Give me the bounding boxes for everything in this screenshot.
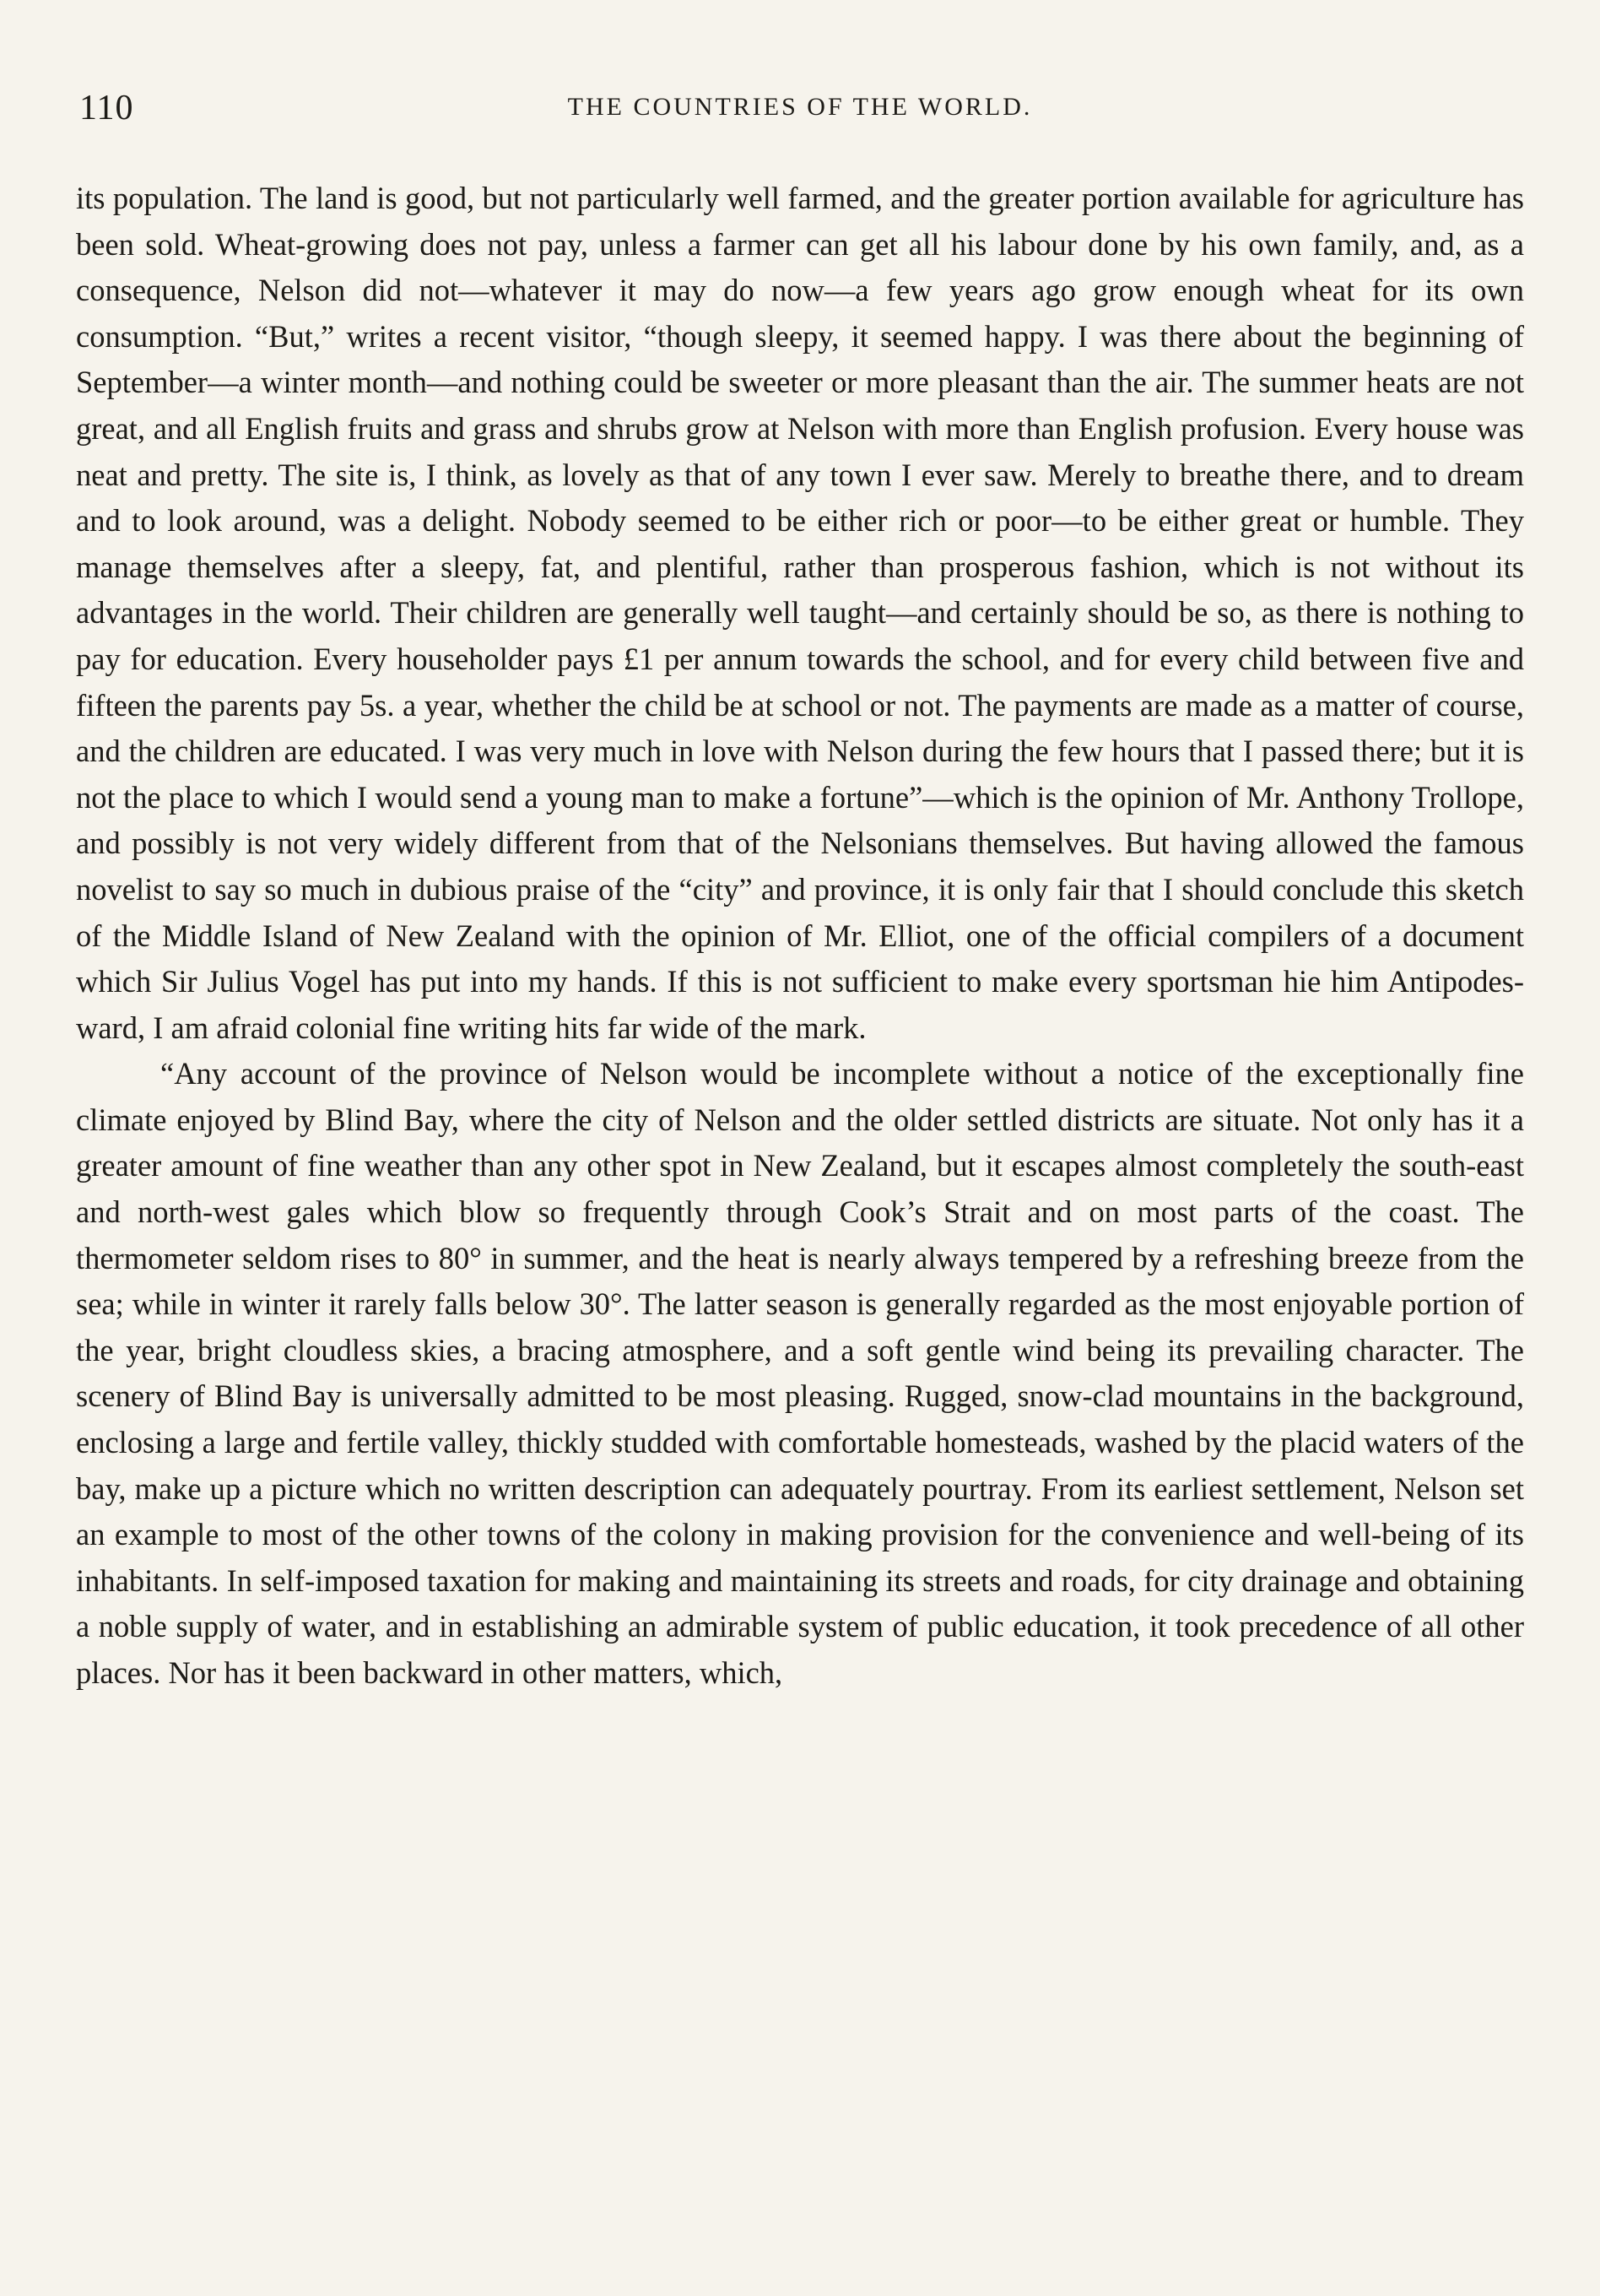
paragraph-quotation: “Any account of the province of Nelson would be incomplete without a notice of the exceptionally fine climate enjoyed by Blind Bay, where the city of Nelson and the older settled districts are situate. Not only has it a greater amount of fine weather than any other spot in New Zealand, but it escapes almost completely the south-east and north-west gales which blow so frequently through Cook’s Strait and on most parts of the coast. The thermometer seldom rises to 80° in summer, and the heat is nearly always tempered by a refreshing breeze from the sea; while in winter it rarely falls below 30°. The latter season is generally regarded as the most enjoyable portion of the year, bright cloudless skies, a bracing atmosphere, and a soft gentle wind being its prevailing character. The scenery of Blind Bay is universally admitted to be most pleasing. Rugged, snow-clad mountains in the background, enclosing a large and fertile valley, thickly studded with comfortable homesteads, washed by the placid waters of the bay, make up a picture which no written description can adequately pourtray. From its earliest settlement, Nelson set an example to most of the other towns of the colony in making provision for the convenience and well-being of its inhabitants. In self-imposed taxation for making and maintaining its streets and roads, for city drainage and obtaining a noble supply of water, and in establishing an admirable system of public education, it took precedence of all other places. Nor has it been backward in other matters, which, [76,1056,1524,1690]
running-head [76,84,1524,138]
paragraph-continued: its population. The land is good, but not particularly well farmed, and the greater portion available for agriculture has been sold. Wheat-growing does not pay, unless a farmer can get all his labour done by his own family, and, as a consequence, Nelson did not—whatever it may do now—a few years ago grow enough wheat for its own consumption. “But,” writes a recent visitor, “though sleepy, it seemed happy. I was there about the beginning of September—a winter month—and nothing could be sweeter or more pleasant than the air. The summer heats are not great, and all English fruits and grass and shrubs grow at Nelson with more than English profusion. Every house was neat and pretty. The site is, I think, as lovely as that of any town I ever saw. Merely to breathe there, and to dream and to look around, was a delight. Nobody seemed to be either rich or poor—to be either great or humble. They manage themselves after a sleepy, fat, and plentiful, rather than prosperous fashion, which is not without its advantages in the world. Their children are generally well taught—and certainly should be so, as there is nothing to pay for education. Every householder pays £1 per annum towards the school, and for every child between five and fifteen the parents pay 5s. a year, whether the child be at school or not. The payments are made as a matter of course, and the children are educated. I was very much in love with Nelson during the few hours that I passed there; but it is not the place to which I would send a young man to make a fortune”—which is the opinion of Mr. Anthony Trollope, and possibly is not very widely different from that of the Nelsonians themselves. But having allowed the famous novelist to say so much in dubious praise of the “city” and province, it is only fair that I should conclude this sketch of the Middle Island of New Zealand with the opinion of Mr. Elliot, one of the official compilers of a document which Sir Julius Vogel has put into my hands. If this is not sufficient to make every sportsman hie him Antipodes-ward, I am afraid colonial fine writing hits far wide of the mark. [76,181,1524,1045]
running-title: THE COUNTRIES OF THE WORLD. [567,93,1033,121]
page-number: 110 [79,89,134,127]
body-text [76,176,1524,1697]
